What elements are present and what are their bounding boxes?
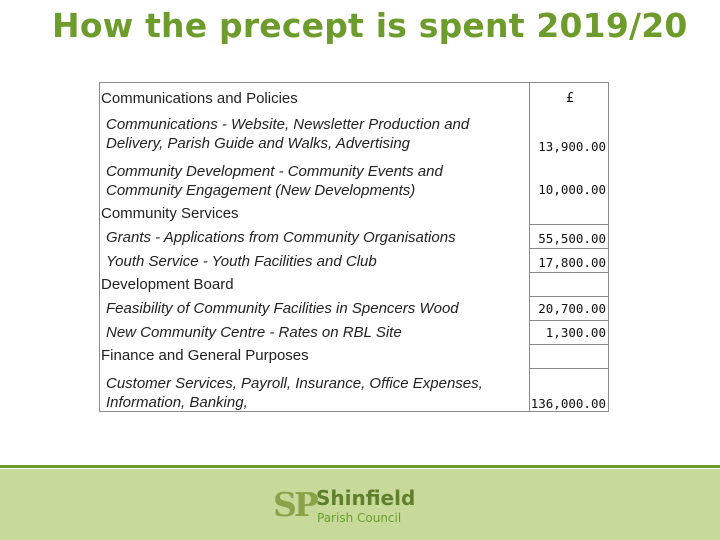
item-label-communications: Communications - Website, Newsletter Production and Delivery, Parish Guide and Walks, Advertising	[106, 116, 470, 152]
amount-community-development: 10,000.00	[538, 182, 606, 197]
row-divider	[529, 296, 608, 297]
row-divider	[529, 344, 608, 345]
row-divider	[529, 368, 608, 369]
precept-table	[99, 82, 609, 412]
row-divider	[529, 224, 608, 225]
category-communications-policies: Communications and Policies	[101, 90, 298, 107]
row-divider	[529, 272, 608, 273]
item-label-youth-service: Youth Service - Youth Facilities and Club	[106, 253, 377, 270]
logo-name: Shinfield	[316, 486, 416, 510]
tree-logo-icon: SP	[273, 485, 316, 524]
amount-new-community-centre: 1,300.00	[545, 325, 606, 340]
page-title: How the precept is spent 2019/20	[52, 6, 688, 45]
category-finance-general-purposes: Finance and General Purposes	[101, 347, 309, 364]
amount-communications: 13,900.00	[538, 139, 606, 154]
footer-rule	[0, 465, 720, 468]
amount-grants: 55,500.00	[538, 231, 606, 246]
item-label-customer-services: Customer Services, Payroll, Insurance, Office Expenses, Information, Banking,	[106, 375, 483, 411]
category-community-services: Community Services	[101, 205, 239, 222]
row-divider	[529, 248, 608, 249]
currency-header: £	[566, 91, 574, 106]
amount-feasibility: 20,700.00	[538, 301, 606, 316]
parish-council-logo	[273, 485, 423, 529]
amount-youth-service: 17,800.00	[538, 255, 606, 270]
amount-customer-services: 136,000.00	[530, 396, 606, 411]
logo-subtitle: Parish Council	[317, 511, 402, 525]
item-label-grants: Grants - Applications from Community Organisations	[106, 229, 456, 246]
column-divider	[529, 83, 530, 411]
row-divider	[529, 320, 608, 321]
item-label-community-development: Community Development - Community Events and Community Engagement (New Developments)	[106, 163, 443, 199]
item-label-new-community-centre: New Community Centre - Rates on RBL Site	[106, 324, 402, 341]
item-label-communications-line1	[106, 115, 469, 153]
item-label-feasibility: Feasibility of Community Facilities in Spencers Wood	[106, 300, 459, 317]
category-development-board: Development Board	[101, 276, 234, 293]
